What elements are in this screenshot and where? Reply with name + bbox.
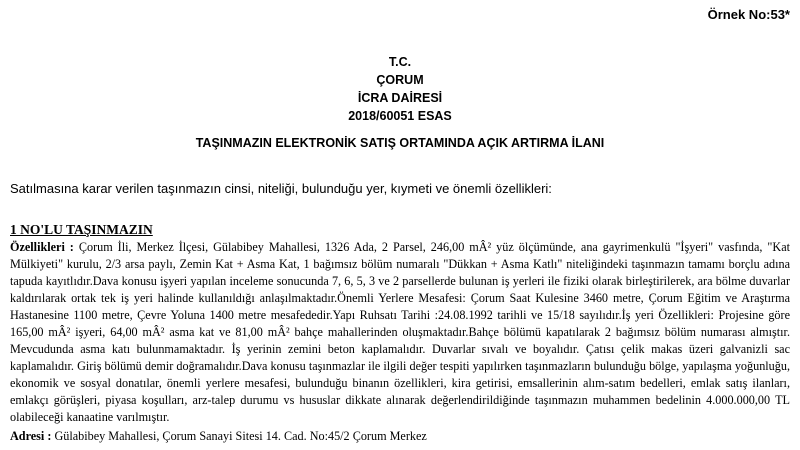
header-line-office: İCRA DAİRESİ [357,91,443,105]
property-address [10,428,790,445]
sample-number: Örnek No:53* [707,7,790,22]
header-line-tc: T.C. [388,55,412,69]
address-text: Gülabibey Mahallesi, Çorum Sanayi Sitesi 14. Cad. No:45/2 Çorum Merkez [54,429,427,443]
address-label: Adresi : [10,429,52,443]
features-label: Özellikleri : [10,240,74,254]
document-header [0,53,800,125]
intro-text: Satılmasına karar verilen taşınmazın cinsi, niteliği, bulunduğu yer, kıymeti ve önemli özellikleri: [10,181,552,196]
document-title: TAŞINMAZIN ELEKTRONİK SATIŞ ORTAMINDA AÇIK ARTIRMA İLANI [195,136,605,150]
property-section [10,221,790,445]
property-features [10,239,790,426]
property-heading: 1 NO'LU TAŞINMAZIN [10,222,153,237]
header-line-case-number: 2018/60051 ESAS [348,109,452,123]
header-line-city: ÇORUM [376,73,424,87]
features-text: Çorum İli, Merkez İlçesi, Gülabibey Mahallesi, 1326 Ada, 2 Parsel, 246,00 mÂ² yüz ölçümünde, ana gayrimenkulü "İşyeri" vasfında, "Kat Mülkiyeti" kurulu, 2/3 arsa paylı, Zemin Kat + Asma Kat, 1 bağımsız bölüm numaralı "Dükkan + Asma Katlı" niteliğindeki taşınmazın tamamı borçlu adına tapuda kayıtlıdır.Dava konusu işyeri yapılan inceleme sonucunda 7, 6, 5, 3 ve 2 parsellerde bulunan iş yerleri ile fiziki olarak birleştirilerek, ara bölme duvarlar kaldırılarak ortak tek iş yeri halinde kullanıldığı anlaşılmaktadır.Önemli Yerlere Mesafesi: Çorum Saat Kulesine 3460 metre, Çorum Eğitim ve Araştırma Hastanesine 1100 metre, Çevre Yoluna 1400 metre mesafededir.Yapı Ruhsatı Tarihi :24.08.1992 tarihli ve 15/18 sayılıdır.İş yeri Özellikleri: Projesine göre 165,00 mÂ² işyeri, 64,00 mÂ² asma kat ve 81,00 mÂ² bahçe mahallerinden oluşmaktadır.Bahçe bölümü kapatılarak 2 bağımsız bölüm numarası almıştır. Mevcudunda asma katı bulunmamaktadır. İş yerinin zemini beton kaplamalıdır. Duvarlar sıvalı ve boyalıdır. Çatısı çelik makas üzeri galvanizli sac kaplamalıdır. Giriş bölümü demir doğramalıdır.Dava konusu taşınmazlar ile ilgili değer tespiti yapılırken taşınmazların bulunduğu bölge, yapılaşma yoğunluğu, ekonomik ve sosyal donatılar, önemli yerlere mesafesi, bulunduğu binanın özellikleri, kira getirisi, emsallerinin alım-satım bedelleri, emlak satış ilanları, emlakçı görüşleri, piyasa koşulları, arz-talep durumu vs hususlar dikkate alınarak değerlendirildiğinde taşınmazın muhammen bedelinin 4.000.000,00 TL olabileceği kanaatine varılmıştır. [10,240,791,424]
